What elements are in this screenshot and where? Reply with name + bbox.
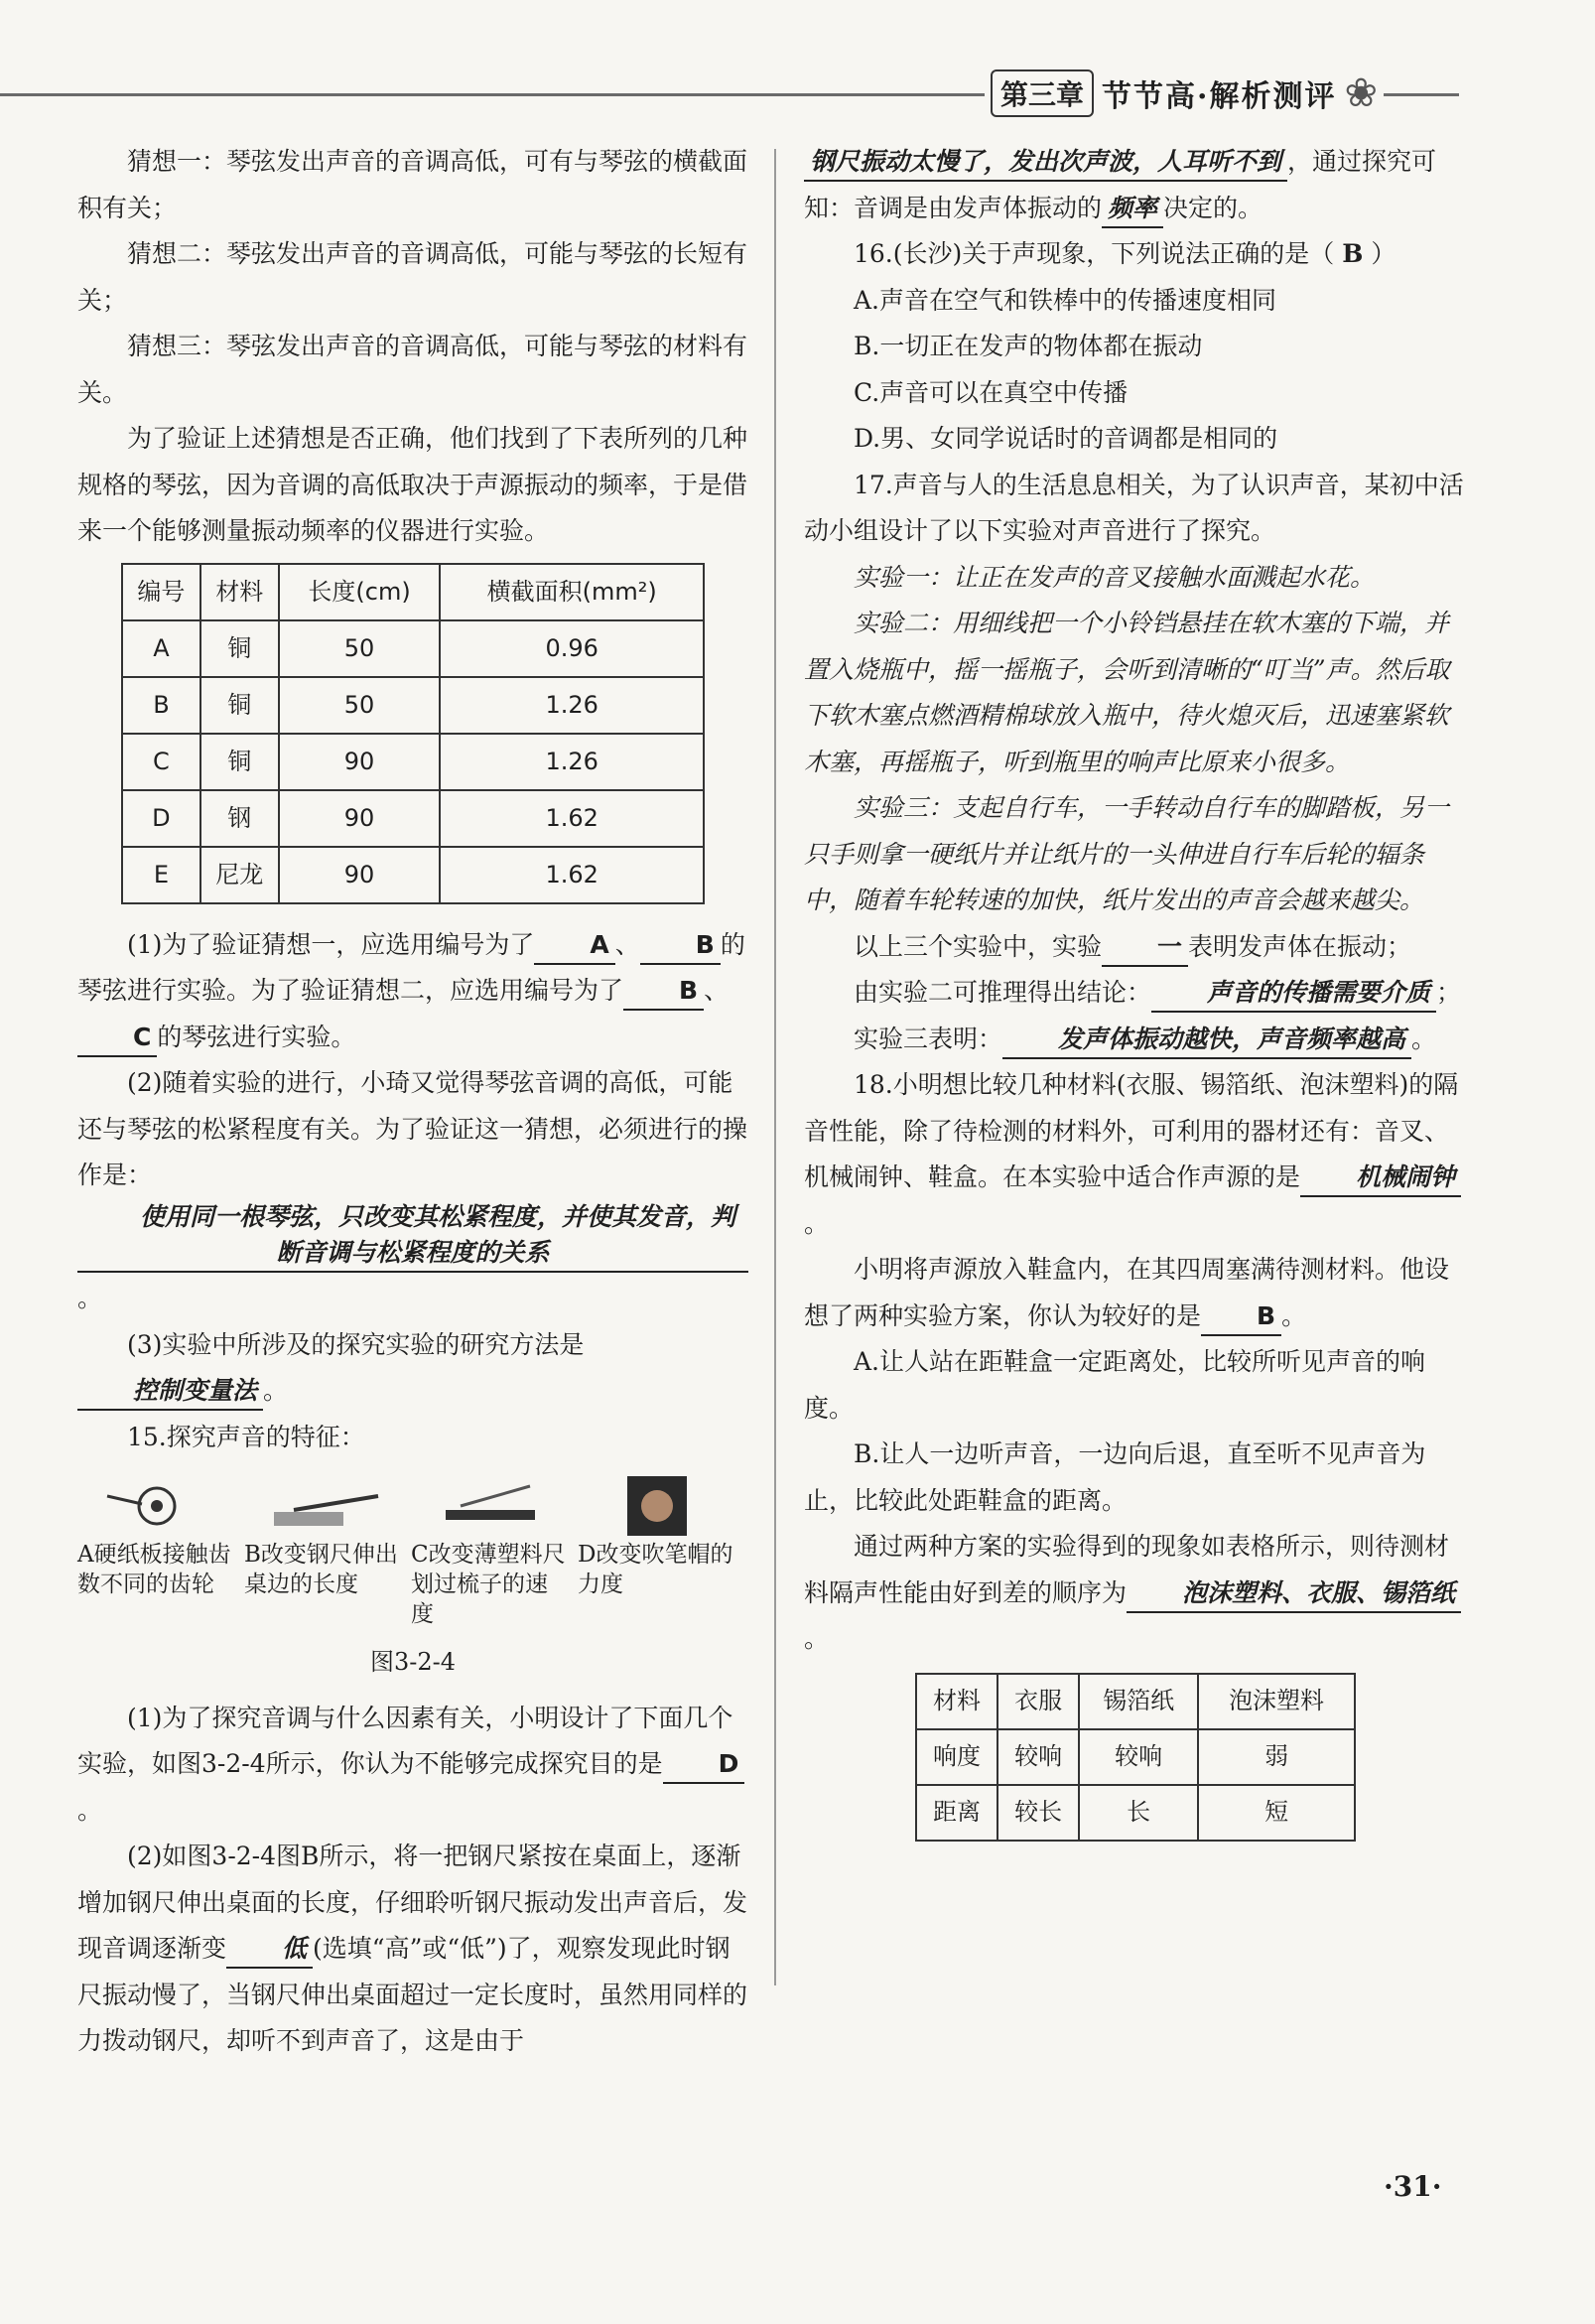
table-header: 锡箔纸 [1079,1674,1198,1729]
question-16: 16.(长沙)关于声现象，下列说法正确的是（ B ） [854,239,1396,268]
table-cell: 较长 [997,1785,1079,1841]
experiment-intro: 为了验证上述猜想是否正确，他们找到了下表所列的几种规格的琴弦，因为音调的高低取决于声源振动的频率，于是借来一个能够测量振动频率的仪器进行实验。 [77,424,748,545]
plan-b: B.让人一边听声音，一边向后退，直至听不见声音为止，比较此处距鞋盒的距离。 [804,1439,1426,1515]
table-cell: 铜 [200,677,279,734]
table-cell: 1.26 [440,677,704,734]
table-header: 泡沫塑料 [1198,1674,1355,1729]
answer-blank: 使用同一根琴弦，只改变其松紧程度，并使其发音，判断音调与松紧程度的关系 [77,1199,748,1273]
page-number: ·31· [1384,2170,1442,2203]
answer-blank: 频率 [1102,191,1163,228]
answer-blank: 泡沫塑料、衣服、锡箔纸 [1127,1575,1461,1613]
gear-card-icon [97,1476,216,1536]
brand-title: 节节高·解析测评 [1102,79,1337,114]
conclusion-2: 由实验二可推理得出结论： 声音的传播需要介质 ； [804,970,1471,1017]
answer-blank: C [77,1020,157,1057]
table-cell: B [122,677,200,734]
chapter-label: 第三章 [991,69,1094,117]
page-header [983,58,1479,117]
table-row [122,790,704,847]
table-cell: 50 [279,677,441,734]
option-a: A.声音在空气和铁棒中的传播速度相同 [854,285,1277,315]
answer-blank: 声音的传播需要介质 [1151,975,1436,1013]
right-column [804,139,1471,1842]
table-cell: 1.26 [440,734,704,790]
answer-blank: 机械闹钟 [1300,1160,1461,1197]
table-cell: 50 [279,620,441,677]
question-15-1: (1)为了探究音调与什么因素有关，小明设计了下面几个实验，如图3-2-4所示，你认为不能够完成探究目的是 D。 [77,1696,748,1835]
table-cell: 短 [1198,1785,1355,1841]
table-header: 编号 [122,564,200,620]
table-cell: 1.62 [440,847,704,903]
question-18-b: 小明将声源放入鞋盒内，在其四周塞满待测材料。他设想了两种实验方案，你认为较好的是 B 。 [804,1247,1471,1339]
figure-3-2-4 [77,1476,748,1629]
table-row [122,677,704,734]
table-cell: C [122,734,200,790]
table-header: 材料 [916,1674,997,1729]
comb-icon [431,1476,550,1536]
table-row [122,847,704,903]
table-row [916,1729,1355,1785]
experiment-3: 实验三：支起自行车，一手转动自行车的脚踏板，另一只手则拿一硬纸片并让纸片的一头伸进自行车后轮的辐条中，随着车轮转速的加快，纸片发出的声音会越来越尖。 [804,793,1450,914]
conclusion-1: 以上三个实验中，实验 一 表明发声体在振动； [804,924,1471,971]
answer-blank: 一 [1102,929,1188,967]
option-d: D.男、女同学说话时的音调都是相同的 [854,424,1278,453]
answer-blank: 控制变量法 [77,1373,263,1411]
table-header: 衣服 [997,1674,1079,1729]
question-18: 18.小明想比较几种材料(衣服、锡箔纸、泡沫塑料)的隔音性能，除了待检测的材料外，可利用的器材还有：音叉、机械闹钟、鞋盒。在本实验中适合作声源的是 机械闹钟。 [804,1062,1471,1247]
question-14-3: (3)实验中所涉及的探究实验的研究方法是控制变量法 。 [77,1322,748,1415]
table-cell: 钢 [200,790,279,847]
table-cell: 较响 [997,1729,1079,1785]
table-header: 材料 [200,564,279,620]
flower-icon: ❀ [1344,70,1378,116]
table-cell: 0.96 [440,620,704,677]
question-17: 17.声音与人的生活息息相关，为了认识声音，某初中活动小组设计了以下实验对声音进行了探究。 [804,470,1464,545]
guess-3: 猜想三：琴弦发出声音的音调高低，可能与琴弦的材料有关。 [77,332,748,407]
table-cell: 铜 [200,620,279,677]
question-15-2: (2)如图3-2-4图B所示，将一把钢尺紧按在桌面上，逐渐增加钢尺伸出桌面的长度，仔细聆听钢尺振动发出声音后，发现音调逐渐变 低 (选填“高”或“低”)了，观察发现此时钢尺振动慢了，当钢尺伸出桌面超过一定长度时，虽然用同样的力拨动钢尺，却听不到声音了，这是由于 [77,1842,748,2055]
answer-16: B [1342,239,1364,268]
guess-2: 猜想二：琴弦发出声音的音调高低，可能与琴弦的长短有关； [77,239,748,315]
guess-1: 猜想一：琴弦发出声音的音调高低，可有与琴弦的横截面积有关； [77,147,748,222]
conclusion-3: 实验三表明： 发声体振动越快，声音频率越高 。 [804,1017,1471,1063]
figure-item: C改变薄塑料尺划过梳子的速度 [411,1476,570,1629]
table-cell: E [122,847,200,903]
answer-blank: 钢尺振动太慢了，发出次声波，人耳听不到 [804,144,1287,182]
table-cell: 响度 [916,1729,997,1785]
table-header: 长度(cm) [279,564,441,620]
boy-blowing-icon [598,1476,717,1536]
table-cell: A [122,620,200,677]
table-header: 横截面积(mm²) [440,564,704,620]
answer-blank: 低 [226,1931,313,1969]
table-cell: 90 [279,734,441,790]
plan-a: A.让人站在距鞋盒一定距离处，比较所听见声音的响度。 [804,1347,1426,1423]
question-14-2: (2)随着实验的进行，小琦又觉得琴弦音调的高低，可能还与琴弦的松紧程度有关。为了验证这一猜想，必须进行的操作是：使用同一根琴弦，只改变其松紧程度，并使其发音，判断音调与松紧程度的关系。 [77,1068,748,1312]
ruler-icon [264,1476,383,1536]
experiment-1: 实验一：让正在发声的音叉接触水面溅起水花。 [854,562,1376,592]
figure-caption: 图3-2-4 [369,1648,457,1676]
answer-blank: B [640,927,721,965]
table-cell: 距离 [916,1785,997,1841]
table-row [916,1785,1355,1841]
question-15-2-cont: 钢尺振动太慢了，发出次声波，人耳听不到 ，通过探究可知：音调是由发声体振动的 频率 决定的。 [804,139,1471,231]
table-cell: 尼龙 [200,847,279,903]
answer-blank: B [1201,1299,1281,1336]
experiment-2: 实验二：用细线把一个小铃铛悬挂在软木塞的下端，并置入烧瓶中，摇一摇瓶子，会听到清晰的“叮当”声。然后取下软木塞点燃酒精棉球放入瓶中，待火熄灭后，迅速塞紧软木塞，再摇瓶子，听到瓶里的响声比原来小很多。 [804,609,1450,776]
table-cell: 铜 [200,734,279,790]
column-divider [774,149,776,1985]
figure-item: A硬纸板接触齿数不同的齿轮 [77,1476,236,1629]
answer-blank: A [534,927,614,965]
answer-blank: 发声体振动越快，声音频率越高 [1002,1022,1411,1059]
question-18-c: 通过两种方案的实验得到的现象如表格所示，则待测材料隔声性能由好到差的顺序为 泡沫塑料、衣服、锡箔纸。 [804,1524,1471,1663]
figure-item: D改变吹笔帽的力度 [578,1476,736,1629]
table-cell: D [122,790,200,847]
table-cell: 弱 [1198,1729,1355,1785]
table-cell: 90 [279,790,441,847]
table-row [122,620,704,677]
answer-blank: D [663,1746,745,1784]
sound-insulation-table [915,1673,1356,1842]
left-column [77,139,748,2065]
table-cell: 较响 [1079,1729,1198,1785]
option-b: B.一切正在发声的物体都在振动 [854,332,1203,360]
figure-item: B改变钢尺伸出桌边的长度 [244,1476,403,1629]
table-row [122,734,704,790]
answer-blank: B [623,973,704,1011]
table-cell: 1.62 [440,790,704,847]
table-cell: 90 [279,847,441,903]
string-spec-table [121,563,705,904]
question-15: 15.探究声音的特征： [127,1422,365,1451]
question-14-1: (1)为了验证猜想一，应选用编号为了 A 、 B 的琴弦进行实验。为了验证猜想二，应选用编号为了 B 、C 的琴弦进行实验。 [77,922,748,1061]
option-c: C.声音可以在真空中传播 [854,377,1129,407]
table-cell: 长 [1079,1785,1198,1841]
